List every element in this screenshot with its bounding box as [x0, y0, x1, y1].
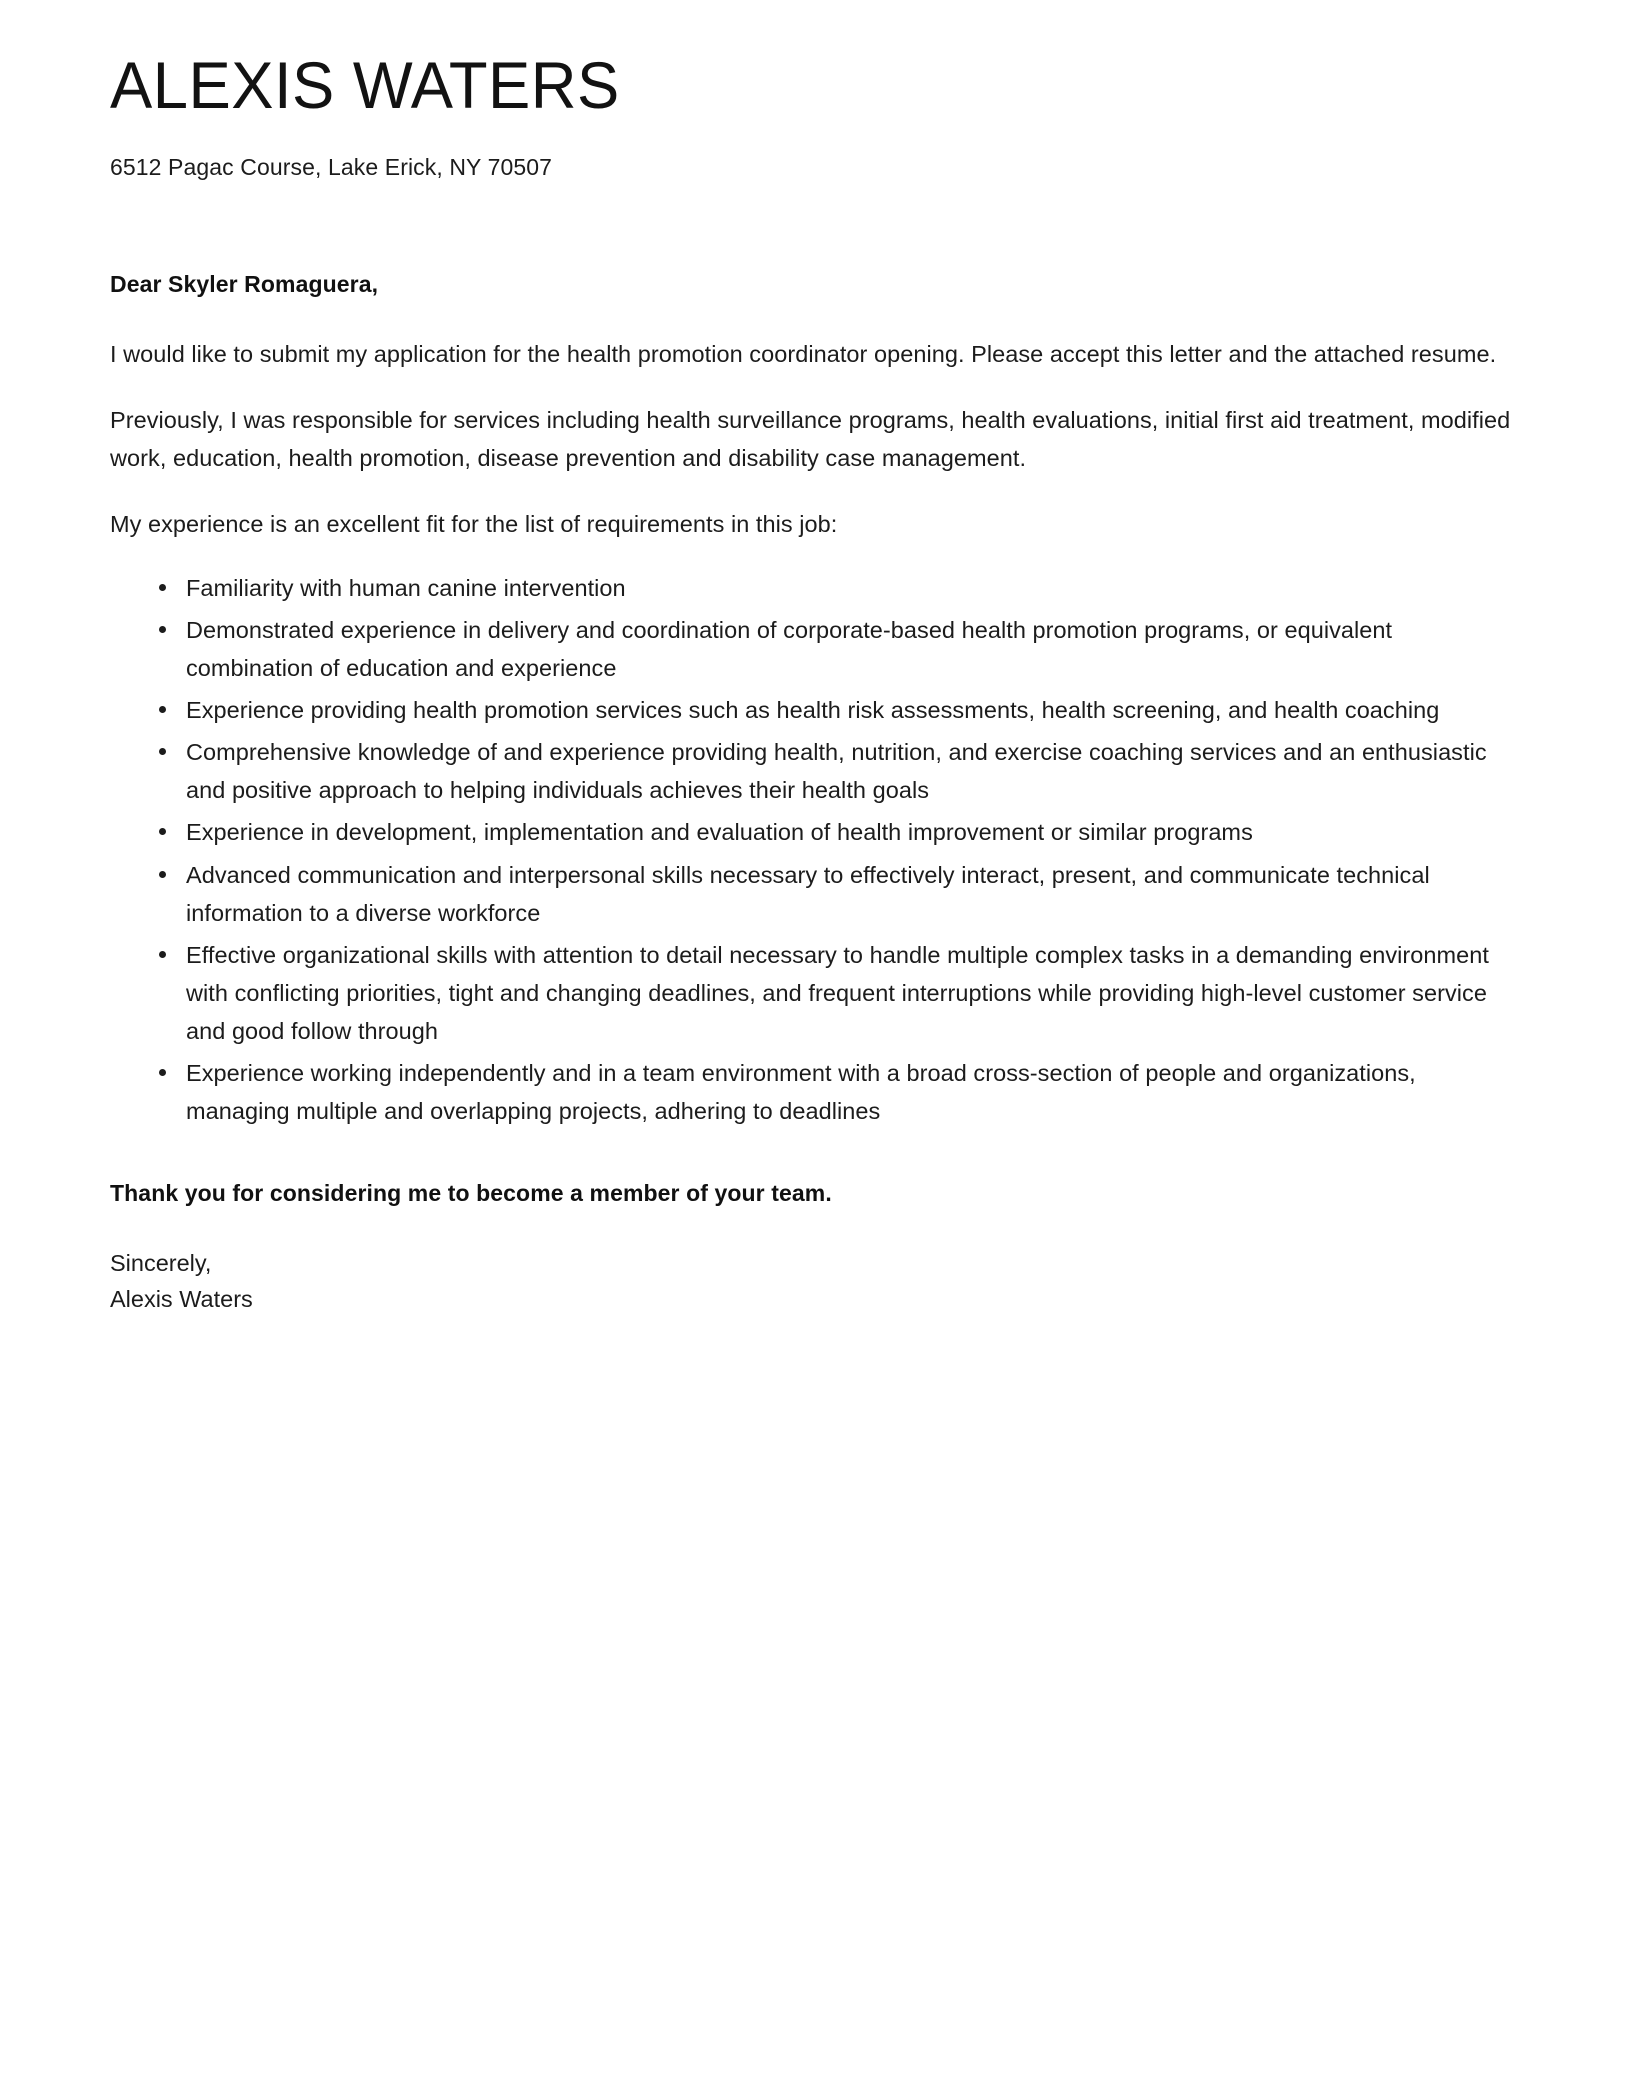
letter-header	[110, 48, 1522, 184]
body-paragraph-2: Previously, I was responsible for services including health surveillance programs, health evaluations, initial first aid treatment, modified work, education, health promotion, disease prevention and disability case management.	[110, 406, 1511, 471]
body-paragraph-3: My experience is an excellent fit for the list of requirements in this job:	[110, 511, 838, 538]
salutation: Dear Skyler Romaguera,	[110, 270, 379, 297]
letter-closing	[110, 1176, 1522, 1318]
list-item: Demonstrated experience in delivery and coordination of corporate-based health promotion programs, or equivalent combination of education and experience	[150, 611, 1522, 687]
list-item: Advanced communication and interpersonal skills necessary to effectively interact, present, and communicate technical information to a diverse workforce	[150, 856, 1522, 932]
body-paragraph-1: I would like to submit my application for the health promotion coordinator opening. Please accept this letter and the attached resume.	[110, 340, 1497, 367]
list-item: Experience providing health promotion services such as health risk assessments, health screening, and health coaching	[150, 691, 1522, 729]
list-item: Experience working independently and in a team environment with a broad cross-section of people and organizations, managing multiple and overlapping projects, adhering to deadlines	[150, 1054, 1522, 1130]
signoff-word: Sincerely,	[110, 1250, 212, 1277]
candidate-address: 6512 Pagac Course, Lake Erick, NY 70507	[110, 154, 553, 181]
letter-body	[110, 268, 1522, 1318]
signature-block	[110, 1246, 1522, 1317]
page-title: ALEXIS WATERS	[110, 48, 620, 122]
requirements-list	[110, 569, 1522, 1130]
list-item: Experience in development, implementation and evaluation of health improvement or similar programs	[150, 813, 1522, 851]
list-item: Effective organizational skills with attention to detail necessary to handle multiple complex tasks in a demanding environment with conflicting priorities, tight and changing deadlines, and frequent interruptions while providing high-level customer service and good follow through	[150, 936, 1522, 1050]
signature-name: Alexis Waters	[110, 1286, 253, 1313]
list-item: Familiarity with human canine intervention	[150, 569, 1522, 607]
closing-thanks: Thank you for considering me to become a member of your team.	[110, 1179, 832, 1206]
list-item: Comprehensive knowledge of and experience providing health, nutrition, and exercise coaching services and an enthusiastic and positive approach to helping individuals achieves their health goals	[150, 733, 1522, 809]
